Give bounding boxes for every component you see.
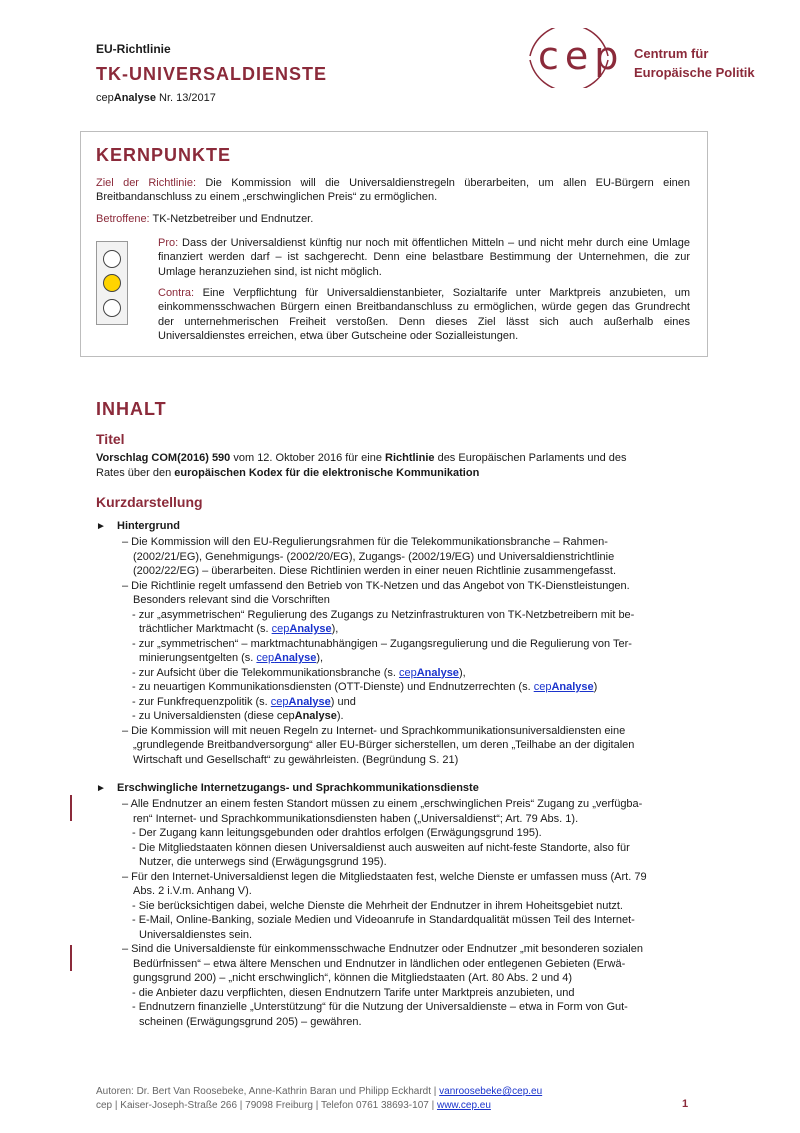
cepanalyse-link[interactable]: [534, 681, 594, 693]
link-prefix: cep: [398, 666, 417, 679]
footer-authors-text: Autoren: Dr. Bert Van Roosebeke, Anne-Kathrin Baran und Philipp Eckhardt |: [96, 1086, 440, 1097]
section-heading-erschwinglich: Erschwingliche Internetzugangs- und Sprachkommunikationsdienste: [117, 782, 479, 794]
pro-label: Pro:: [158, 237, 179, 249]
cepanalyse-link[interactable]: [271, 696, 331, 708]
kurzdarstellung-heading: Kurzdarstellung: [96, 494, 203, 510]
text-line: – Die Kommission will den EU-Regulierungsrahmen für die Telekommunikationsbranche – Rahmen-: [122, 536, 608, 548]
footer-authors: [96, 1085, 706, 1099]
change-marker-bar: [70, 795, 72, 821]
footer: [96, 1085, 706, 1113]
text-line: – Sind die Universaldienste für einkommensschwache Endnutzer oder Endnutzer „mit besonderen sozialen: [122, 943, 643, 955]
text-line: - Sie berücksichtigen dabei, welche Dienste die Mehrheit der Endnutzer in ihrem Hoheitsgebiet nutzt.: [132, 899, 623, 912]
logo-text: [634, 44, 755, 82]
footer-address: [96, 1099, 706, 1113]
text-line: [122, 680, 692, 695]
text-line: [122, 666, 692, 681]
ziel-text: Die Kommission will die Universaldienstregeln überarbeiten, um allen EU-Bürgern einen Breitbandanschluss zu einem „erschwinglichen Preis“ zu ermöglichen.: [96, 177, 690, 204]
lamp-green-off: [103, 299, 121, 317]
document-type: EU-Richtlinie: [96, 42, 171, 56]
ziel-paragraph: [96, 176, 690, 205]
link-prefix: cep: [271, 623, 290, 635]
text-line: Wirtschaft und Gesellschaft“ zu gewährleisten. (Begründung S. 21): [133, 753, 459, 766]
traffic-light-icon: [96, 241, 128, 325]
text-line: Nutzer, die unterwegs sind (Erwägungsgrund 195).: [139, 856, 387, 868]
link-bold: Analyse: [416, 666, 459, 679]
titel-heading: Titel: [96, 431, 125, 447]
text-fragment: - zur Funkfrequenzpolitik (s.: [132, 695, 271, 708]
email-link[interactable]: vanroosebeke@cep.eu: [439, 1086, 543, 1097]
text-line: [122, 695, 692, 710]
section-heading-hintergrund: Hintergrund: [117, 520, 180, 532]
text-line: (2002/21/EG), Genehmigungs- (2002/20/EG), Zugangs- (2002/19/EG) und Universaldienstrichtlinie: [133, 550, 615, 563]
text-line: - Der Zugang kann leitungsgebunden oder drahtlos erfolgen (Erwägungsgrund 195).: [132, 827, 542, 839]
titel-text-b: des Europäischen Parlaments und des: [434, 452, 627, 464]
kernpunkte-heading: KERNPUNKTE: [96, 145, 232, 165]
titel-line1: [96, 451, 696, 466]
logo-line2: Europäische Politik: [634, 65, 755, 80]
titel-doc-id: Vorschlag COM(2016) 590: [96, 452, 231, 464]
text-fragment: Analyse: [294, 710, 337, 722]
titel-line2: [96, 466, 696, 481]
text-line: - Die Mitgliedstaaten können diesen Universaldienst auch ausweiten auf nicht-feste Standorte, also für: [132, 841, 630, 854]
cepanalyse-link[interactable]: [399, 667, 459, 679]
bullet-marker: ►: [96, 521, 106, 532]
logo-word: cep: [538, 34, 625, 78]
text-line: – Alle Endnutzer an einem festen Standort müssen zu einem „erschwinglichen Preis“ Zugang zu „verfügba-: [122, 798, 643, 810]
text-fragment: ),: [458, 666, 466, 679]
text-fragment: ): [593, 681, 598, 693]
text-line: Universaldienstes sein.: [139, 928, 253, 941]
text-fragment: ) und: [330, 695, 356, 708]
website-link[interactable]: www.cep.eu: [436, 1100, 491, 1111]
inhalt-heading: INHALT: [96, 399, 167, 419]
text-line: scheinen (Erwägungsgrund 205) – gewähren.: [139, 1015, 362, 1028]
text-line: - E-Mail, Online-Banking, soziale Medien und Videoanrufe in Standardqualität müssen Teil des Internet-: [132, 914, 635, 926]
ziel-label: Ziel der Richtlinie:: [96, 177, 197, 189]
text-line: (2002/22/EG) – überarbeiten. Diese Richtlinien werden in einer neuen Richtlinie zusammengefasst.: [133, 565, 617, 577]
link-bold: Analyse: [289, 623, 332, 635]
titel-kodex: europäischen Kodex für die elektronische Kommunikation: [174, 466, 480, 479]
lamp-yellow-on: [103, 274, 121, 292]
page-number: 1: [682, 1098, 689, 1110]
contra-label: Contra:: [158, 287, 195, 299]
lamp-red-off: [103, 250, 121, 268]
text-line: – Für den Internet-Universaldienst legen die Mitgliedstaaten fest, welche Dienste er umfassen muss (Art. 79: [122, 870, 647, 883]
contra-text: Eine Verpflichtung für Universaldienstanbieter, Sozialtarife unter Marktpreis anzubieten, um einkommensschwachen Bürgern einen Breitbandanschluss zu ermöglichen, würde gegen das Grundrecht der unternehmerischen Freiheit verstoßen. Denn dieses Ziel lässt sich auch außerhalb eines Universaldienstes erreichen, etwa über Gutscheine oder Sozialleistungen.: [158, 287, 690, 343]
text-line: [122, 651, 692, 666]
text-line: Bedürfnissen“ – etwa ältere Menschen und Endnutzer in ländlichen oder entlegenen Gebieten (Erwä-: [133, 957, 626, 970]
text-fragment: ),: [316, 652, 324, 664]
text-line: ren“ Internet- und Sprachkommunikationsdiensten haben („Universaldienst“; Art. 79 Abs. 1).: [133, 812, 579, 825]
text-line: Besonders relevant sind die Vorschriften: [133, 594, 330, 606]
text-line: - zur „symmetrischen“ – marktmachtunabhängigen – Zugangsregulierung und die Regulierung von Ter-: [132, 637, 632, 650]
text-line: – Die Richtlinie regelt umfassend den Betrieb von TK-Netzen und das Angebot von TK-Dienstleistungen.: [122, 579, 630, 592]
text-fragment: ).: [336, 710, 344, 722]
series-number: [96, 92, 216, 104]
cep-logo: [524, 28, 625, 88]
link-bold: Analyse: [551, 681, 594, 693]
section1-body: [122, 535, 692, 767]
betroffene-text: TK-Netzbetreiber und Endnutzer.: [149, 213, 314, 225]
series-bold: Analyse: [113, 92, 156, 104]
text-fragment: trächtlicher Marktmacht (s.: [139, 623, 272, 635]
text-line: - die Anbieter dazu verpflichten, diesen Endnutzern Tarife unter Marktpreis anzubieten, und: [132, 986, 575, 999]
pro-text: Dass der Universaldienst künftig nur noch mit öffentlichen Mitteln – und nicht mehr durch eine Umlage finanziert werden darf – ist sachgerecht. Denn eine belastbare Bestimmung der Unternehmen, die zur Umlage heranzuziehen sind, ist nicht möglich.: [158, 237, 690, 278]
titel-text: [96, 451, 696, 480]
cepanalyse-link[interactable]: [272, 623, 332, 635]
link-prefix: cep: [256, 652, 275, 664]
text-fragment: - zur Aufsicht über die Telekommunikationsbranche (s.: [132, 666, 399, 679]
pro-paragraph: [158, 236, 690, 279]
text-line: – Die Kommission will mit neuen Regeln zu Internet- und Sprachkommunikationsuniversaldiensten eine: [122, 724, 626, 737]
text-line: [122, 622, 692, 637]
text-line: - zur „asymmetrischen“ Regulierung des Zugangs zu Netzinfrastrukturen von TK-Netzbetreibern mit be-: [132, 608, 635, 621]
text-fragment: - zu neuartigen Kommunikationsdiensten (OTT-Dienste) und Endnutzerrechten (s.: [132, 681, 534, 693]
link-prefix: cep: [533, 681, 552, 693]
text-line: „grundlegende Breitbandversorgung“ aller EU-Bürger sicherstellen, um deren „Teilhabe an der digitalen: [133, 739, 635, 751]
contra-paragraph: [158, 286, 690, 344]
betroffene-label: Betroffene:: [96, 213, 150, 225]
bullet-marker: ►: [96, 783, 106, 794]
titel-text-a: vom 12. Oktober 2016 für eine: [230, 452, 385, 464]
text-line: Abs. 2 i.V.m. Anhang V).: [133, 885, 252, 897]
link-prefix: cep: [270, 695, 289, 708]
series-prefix: cep: [96, 92, 114, 104]
text-fragment: - zu Universaldiensten (diese cep: [132, 710, 295, 722]
betroffene-paragraph: [96, 212, 690, 226]
section2-body: [122, 797, 692, 1029]
link-bold: Analyse: [274, 652, 317, 664]
footer-address-text: cep | Kaiser-Joseph-Straße 266 | 79098 Freiburg | Telefon 0761 38693-107 |: [96, 1100, 437, 1111]
text-fragment: ),: [331, 623, 339, 635]
document-title: TK-UNIVERSALDIENSTE: [96, 64, 328, 84]
text-line: gungsgrund 200) – „nicht erschwinglich“, können die Mitgliedstaaten (Art. 80 Abs. 2 und 4): [133, 972, 573, 984]
text-line: [122, 709, 692, 724]
titel-text-c: Rates über den: [96, 466, 175, 479]
titel-richtlinie: Richtlinie: [385, 452, 435, 464]
change-marker-bar: [70, 945, 72, 971]
series-number-text: Nr. 13/2017: [155, 92, 216, 104]
cepanalyse-link[interactable]: [256, 652, 316, 664]
logo-line1: Centrum für: [634, 46, 709, 61]
link-bold: Analyse: [288, 695, 331, 708]
text-line: - Endnutzern finanzielle „Unterstützung“ für die Nutzung der Universaldienste – etwa in Form von Gut-: [132, 1001, 628, 1013]
text-fragment: minierungsentgelten (s.: [139, 652, 257, 664]
